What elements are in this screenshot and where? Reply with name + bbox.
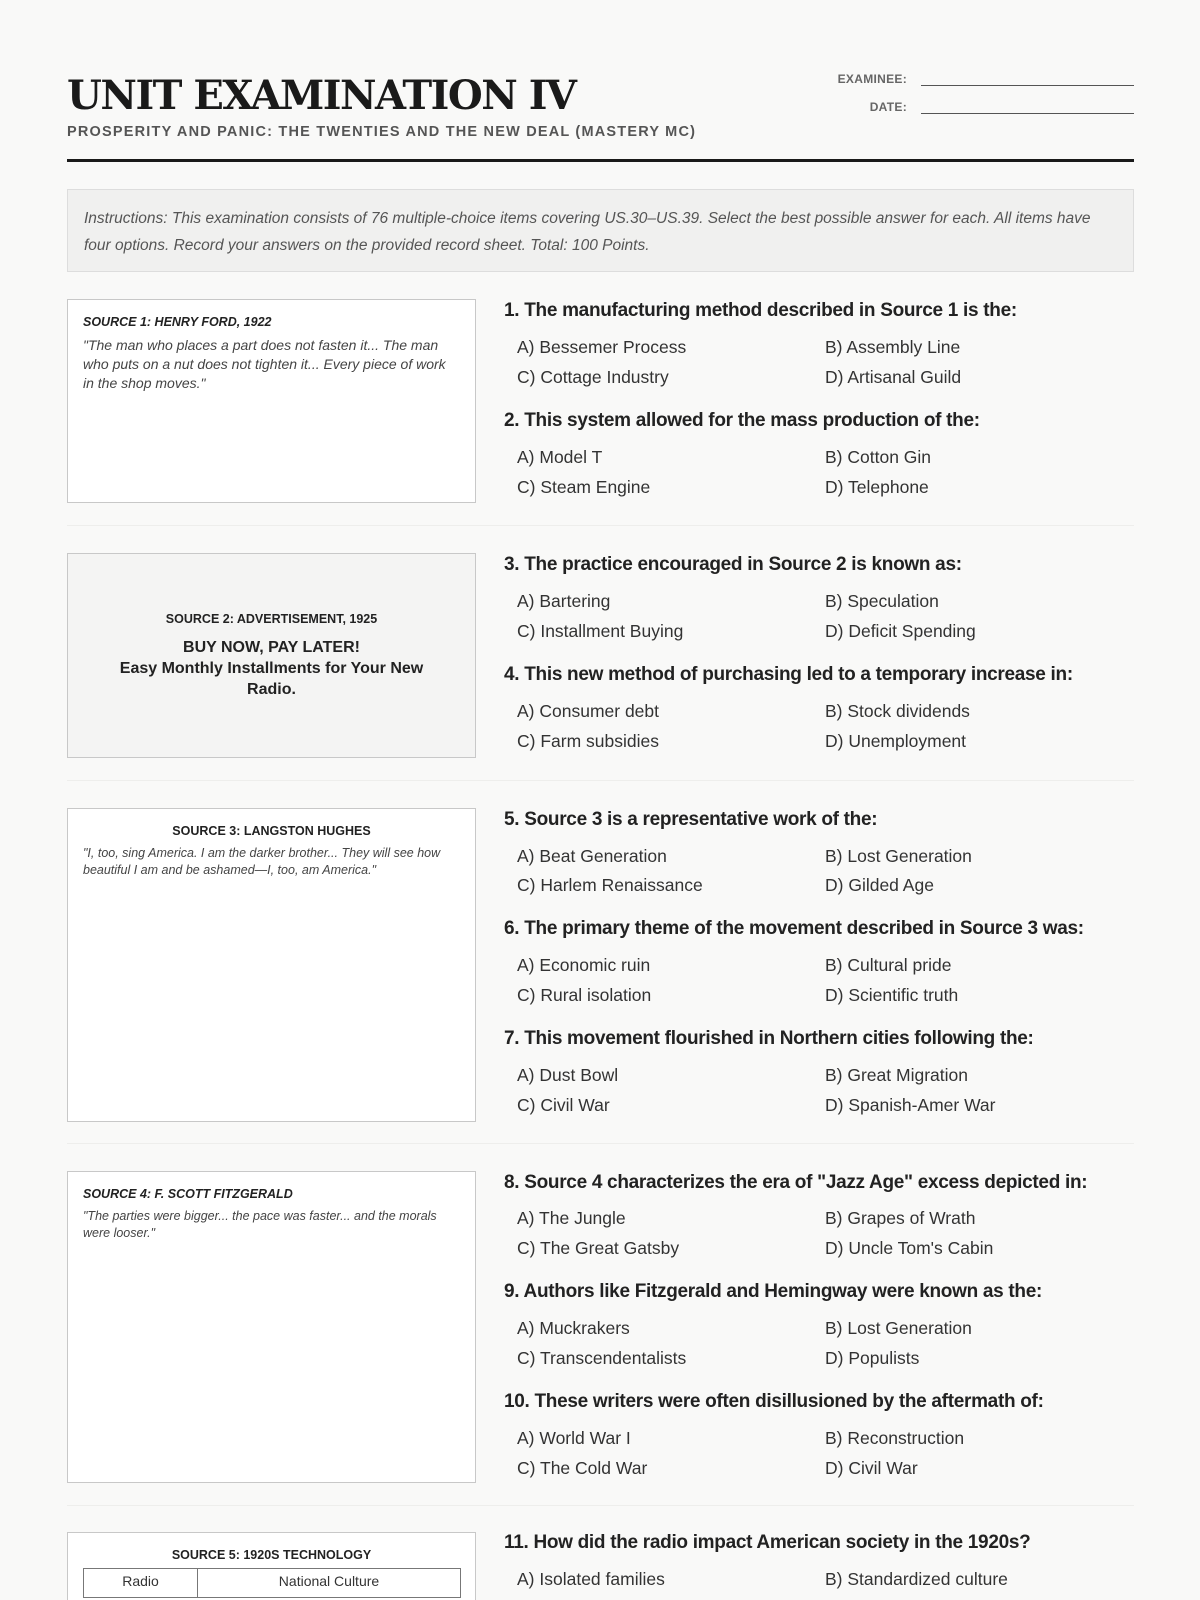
source-4-title: SOURCE 4: F. SCOTT FITZGERALD [83,1187,293,1201]
question-1-text: 1. The manufacturing method described in Source 1 is the: [504,300,1017,321]
q6-option-a[interactable]: A) Economic ruin [517,955,651,975]
question-3 [504,554,1134,641]
date-line[interactable] [921,98,1134,114]
q6-option-c[interactable]: C) Rural isolation [517,985,652,1005]
source-2-title: SOURCE 2: ADVERTISEMENT, 1925 [165,611,378,626]
q5-option-a[interactable]: A) Beat Generation [517,846,667,866]
exam-header [67,70,1134,162]
source-5-table [83,1568,461,1598]
question-4-text: 4. This new method of purchasing led to a temporary increase in: [504,664,1073,685]
q5-option-d[interactable]: D) Gilded Age [825,875,934,895]
question-2 [504,410,1134,497]
q6-option-b[interactable]: B) Cultural pride [825,955,952,975]
q7-option-d[interactable]: D) Spanish-Amer War [825,1095,996,1115]
source-5-box [67,1532,476,1600]
q1-option-b[interactable]: B) Assembly Line [825,337,961,357]
source-4-quote: "The parties were bigger... the pace was faster... and the morals were looser." [83,1209,437,1240]
q7-option-a[interactable]: A) Dust Bowl [517,1065,619,1085]
source-1-title: SOURCE 1: HENRY FORD, 1922 [83,315,272,329]
examinee-line[interactable] [921,70,1134,86]
question-2-text: 2. This system allowed for the mass production of the: [504,410,980,431]
q3-option-b[interactable]: B) Speculation [825,591,939,611]
q2-option-c[interactable]: C) Steam Engine [517,477,651,497]
q8-option-a[interactable]: A) The Jungle [517,1208,626,1228]
question-10 [504,1391,1134,1478]
q6-option-d[interactable]: D) Scientific truth [825,985,959,1005]
q7-option-b[interactable]: B) Great Migration [825,1065,968,1085]
q10-option-b[interactable]: B) Reconstruction [825,1428,965,1448]
q2-option-d[interactable]: D) Telephone [825,477,929,497]
question-5 [504,809,1134,895]
block-divider [67,780,1134,781]
source-3-quote: "I, too, sing America. I am the darker brother... They will see how beautiful I am and be ashamed—I, too, am America." [83,846,441,877]
question-7 [504,1028,1134,1115]
q10-option-c[interactable]: C) The Cold War [517,1458,648,1478]
block-divider [67,1143,1134,1144]
question-3-text: 3. The practice encouraged in Source 2 is known as: [504,554,962,575]
q8-option-d[interactable]: D) Uncle Tom's Cabin [825,1238,994,1258]
table-row [84,1569,461,1598]
table-cell-national-culture: National Culture [198,1569,461,1598]
question-10-text: 10. These writers were often disillusioned by the aftermath of: [504,1391,1044,1412]
source-5-title: SOURCE 5: 1920S TECHNOLOGY [171,1548,372,1562]
source-4-box [67,1171,476,1483]
q5-option-c[interactable]: C) Harlem Renaissance [517,875,703,895]
q1-option-c[interactable]: C) Cottage Industry [517,367,669,387]
examinee-label: EXAMINEE: [837,72,907,86]
source-3-title: SOURCE 3: LANGSTON HUGHES [172,824,371,838]
q9-option-a[interactable]: A) Muckrakers [517,1318,630,1338]
q4-option-c[interactable]: C) Farm subsidies [517,731,659,751]
q1-option-d[interactable]: D) Artisanal Guild [825,367,962,387]
source-2-headline: BUY NOW, PAY LATER! [183,638,360,656]
q8-option-c[interactable]: C) The Great Gatsby [517,1238,680,1258]
question-6 [504,918,1134,1005]
q9-option-c[interactable]: C) Transcendentalists [517,1348,687,1368]
q1-option-a[interactable]: A) Bessemer Process [517,337,687,357]
instructions-box: Instructions: This examination consists of 76 multiple-choice items covering US.30–US.39. Select the best possible answer for each. All items have four options. Record your answers on the provided record sheet. Total: 100 Points. [67,189,1134,272]
page-subtitle: PROSPERITY AND PANIC: THE TWENTIES AND THE NEW DEAL (MASTERY MC) [67,124,697,140]
date-label: DATE: [869,100,907,114]
source-2-body: Easy Monthly Installments for Your New Radio. [119,659,424,698]
q5-option-b[interactable]: B) Lost Generation [825,846,972,866]
q11-option-b[interactable]: B) Standardized culture [825,1569,1008,1589]
source-2-box [67,553,476,758]
examinee-field[interactable] [827,70,1134,86]
q11-option-a[interactable]: A) Isolated families [517,1569,665,1589]
source-1-box [67,299,476,503]
question-9-text: 9. Authors like Fitzgerald and Hemingway were known as the: [504,1281,1042,1302]
question-9 [504,1281,1134,1368]
question-11 [504,1532,1134,1589]
question-8 [504,1172,1134,1258]
source-3-box [67,808,476,1122]
q4-option-a[interactable]: A) Consumer debt [517,701,660,721]
source-1-quote: "The man who places a part does not fasten it... The man who puts on a nut does not tighten it... Every piece of work in the shop moves." [83,337,446,391]
q10-option-d[interactable]: D) Civil War [825,1458,918,1478]
q10-option-a[interactable]: A) World War I [517,1428,631,1448]
question-1 [504,300,1134,387]
q9-option-b[interactable]: B) Lost Generation [825,1318,972,1338]
question-8-text: 8. Source 4 characterizes the era of "Jazz Age" excess depicted in: [504,1172,1088,1193]
q3-option-d[interactable]: D) Deficit Spending [825,621,976,641]
q2-option-b[interactable]: B) Cotton Gin [825,447,932,467]
question-11-text: 11. How did the radio impact American society in the 1920s? [504,1532,1031,1553]
question-6-text: 6. The primary theme of the movement described in Source 3 was: [504,918,1084,939]
date-field[interactable] [827,98,1134,114]
question-5-text: 5. Source 3 is a representative work of the: [504,809,878,830]
q9-option-d[interactable]: D) Populists [825,1348,920,1368]
q7-option-c[interactable]: C) Civil War [517,1095,610,1115]
block-divider [67,525,1134,526]
page-title: UNIT EXAMINATION IV [67,72,576,119]
table-cell-radio: Radio [84,1569,198,1598]
q3-option-c[interactable]: C) Installment Buying [517,621,684,641]
q4-option-b[interactable]: B) Stock dividends [825,701,970,721]
q3-option-a[interactable]: A) Bartering [517,591,611,611]
q2-option-a[interactable]: A) Model T [517,447,603,467]
q8-option-b[interactable]: B) Grapes of Wrath [825,1208,976,1228]
block-divider [67,1505,1134,1506]
question-4 [504,664,1134,751]
question-7-text: 7. This movement flourished in Northern cities following the: [504,1028,1034,1049]
q4-option-d[interactable]: D) Unemployment [825,731,967,751]
